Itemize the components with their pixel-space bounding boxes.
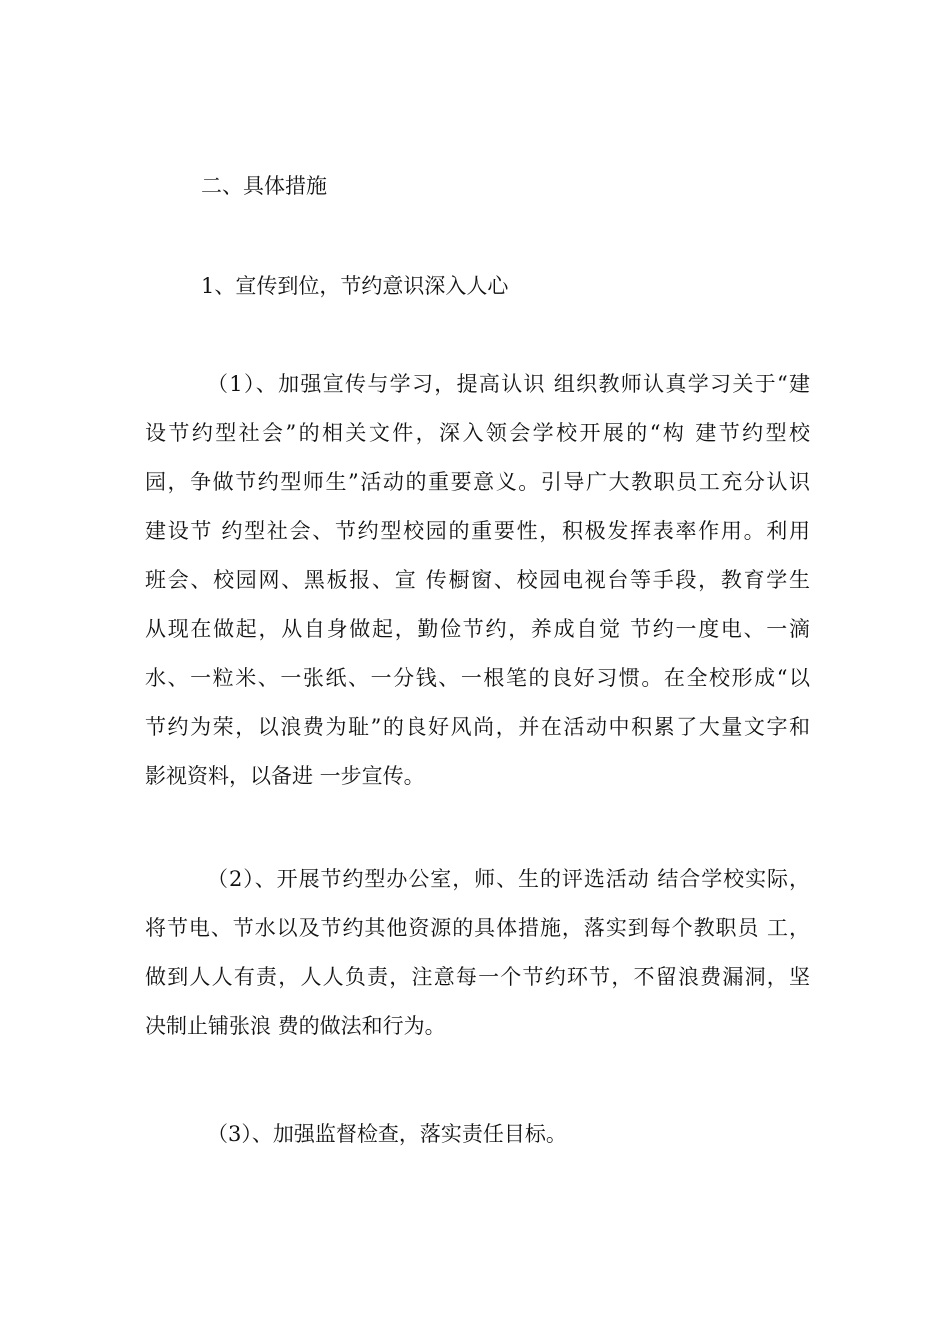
paragraph-line: 水、一粒米、一张纸、一分钱、一根笔的良好习惯。在全校形成“以 — [145, 666, 810, 690]
paragraph-evaluation — [145, 855, 810, 1051]
paragraph-line: 节约为荣，以浪费为耻”的良好风尚，并在活动中积累了大量文字和 — [145, 715, 810, 739]
section-title: 二、具体措施 — [201, 174, 327, 198]
paragraph-supervision: （3）、加强监督检查，落实责任目标。 — [207, 1122, 567, 1146]
paragraph-line: 决制止铺张浪 费的做法和行为。 — [145, 1014, 446, 1038]
paragraph-line: 设节约型社会”的相关文件，深入领会学校开展的“构 建节约型校 — [145, 421, 810, 445]
paragraph-publicity — [145, 360, 810, 801]
paragraph-line: 班会、校园网、黑板报、宣 传橱窗、校园电视台等手段，教育学生 — [145, 568, 810, 592]
paragraph-line: （1）、加强宣传与学习，提高认识 组织教师认真学习关于“建 — [207, 372, 810, 396]
paragraph-line: 从现在做起，从自身做起，勤俭节约，养成自觉 节约一度电、一滴 — [145, 617, 810, 641]
paragraph-line: 做到人人有责，人人负责，注意每一个节约环节，不留浪费漏洞，坚 — [145, 965, 810, 989]
paragraph-line: （2）、开展节约型办公室，师、生的评选活动 结合学校实际， — [207, 867, 810, 891]
paragraph-line: 建设节 约型社会、节约型校园的重要性，积极发挥表率作用。利用 — [145, 519, 810, 543]
paragraph-line: 园，争做节约型师生”活动的重要意义。引导广大教职员工充分认识 — [145, 470, 810, 494]
paragraph-line: 将节电、节水以及节约其他资源的具体措施，落实到每个教职员 工， — [145, 916, 810, 940]
paragraph-line: 影视资料，以备进 一步宣传。 — [145, 764, 425, 788]
subsection-title: 1、宣传到位，节约意识深入人心 — [201, 274, 509, 298]
